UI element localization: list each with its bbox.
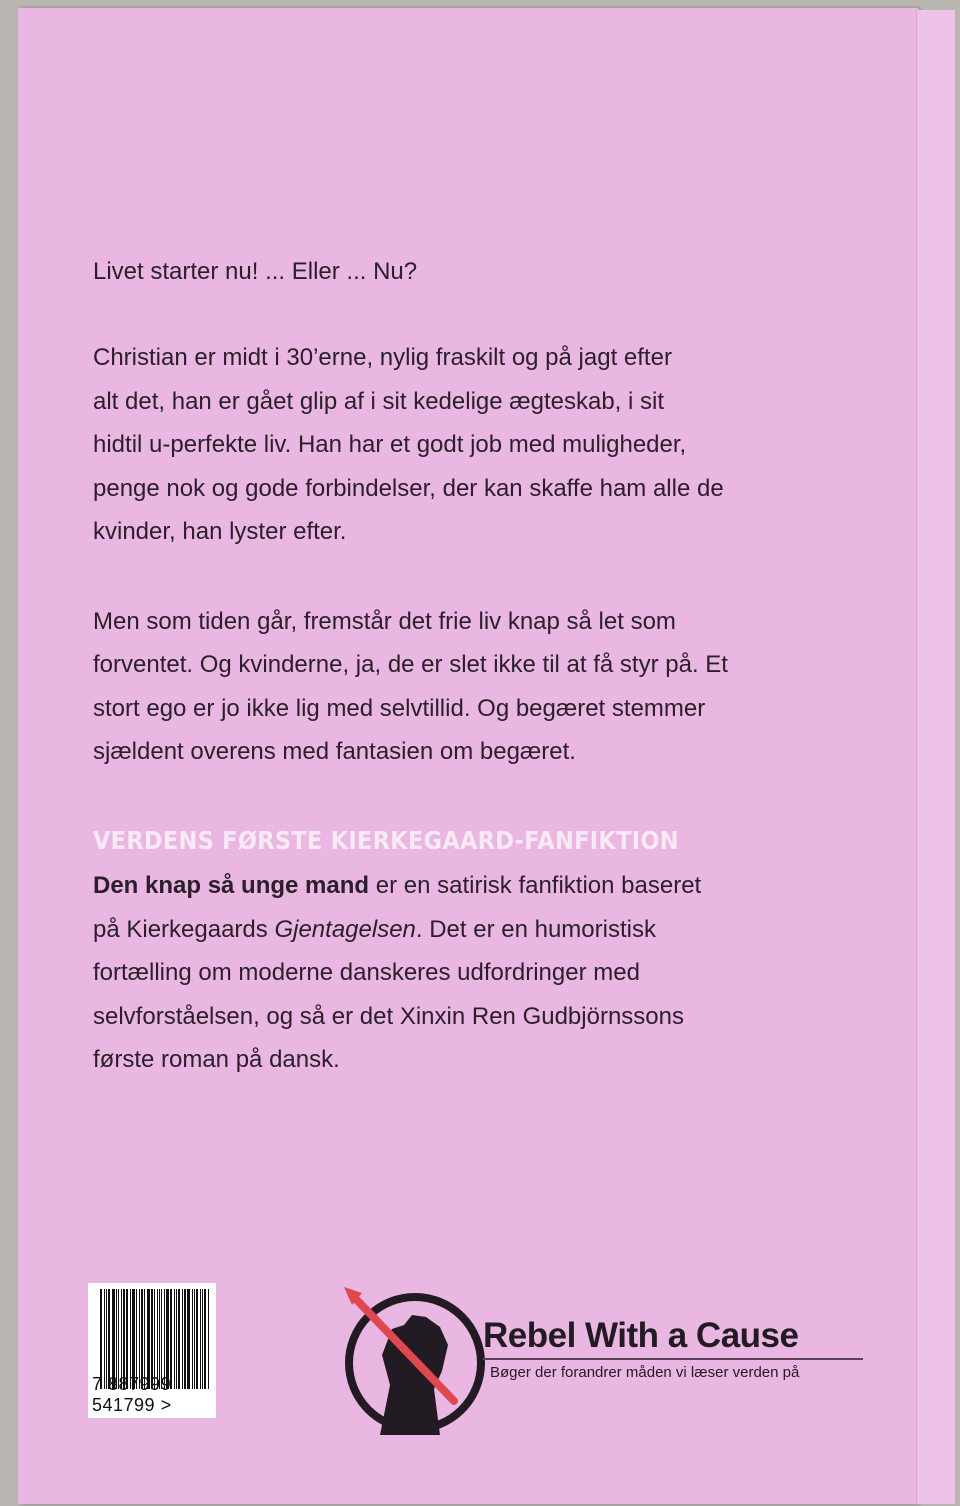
barcode: [88, 1283, 216, 1418]
p2-line: stort ego er jo ikke lig med selvtillid. Og begæret stemmer: [93, 695, 706, 722]
p1-line: alt det, han er gået glip af i sit kedelige ægteskab, i sit: [93, 388, 664, 415]
p3-text: . Det er en humoristisk: [415, 916, 656, 943]
p3-line: selvforståelsen, og så er det Xinxin Ren Gudbjörnssons: [93, 1003, 684, 1030]
section-heading: VERDENS FØRSTE KIERKEGAARD-FANFIKTION: [93, 826, 679, 855]
p3-text: på Kierkegaards: [93, 916, 275, 943]
publisher-rule: [483, 1358, 863, 1360]
p1-line: Christian er midt i 30’erne, nylig fraskilt og på jagt efter: [93, 344, 672, 371]
publisher-name: Rebel With a Cause: [483, 1316, 799, 1355]
p3-line: fortælling om moderne danskeres udfordringer med: [93, 959, 640, 986]
book-spine-edge: [916, 10, 955, 1504]
publisher-tagline: Bøger der forandrer måden vi læser verden på: [490, 1364, 800, 1381]
p3-line: [93, 915, 656, 945]
intro-line: Livet starter nu! ... Eller ... Nu?: [93, 258, 418, 285]
p1-line: hidtil u-perfekte liv. Han har et godt job med muligheder,: [93, 431, 687, 458]
book-title: Den knap så unge mand: [93, 872, 370, 899]
publisher-fist-pen-logo: [342, 1285, 492, 1445]
p2-line: sjældent overens med fantasien om begæret.: [93, 738, 576, 765]
p2-line: forventet. Og kvinderne, ja, de er slet ikke til at få styr på. Et: [93, 651, 728, 678]
p2-line: Men som tiden går, fremstår det frie liv knap så let som: [93, 608, 676, 635]
p1-line: penge nok og gode forbindelser, der kan skaffe ham alle de: [93, 475, 724, 502]
p3-line: første roman på dansk.: [93, 1046, 340, 1073]
p3-line: [93, 871, 701, 901]
barcode-number: 7 887999 541799 >: [92, 1374, 172, 1415]
work-title: Gjentagelsen: [274, 916, 416, 943]
p3-text: er en satirisk fanfiktion baseret: [369, 872, 702, 899]
p1-line: kvinder, han lyster efter.: [93, 518, 347, 545]
